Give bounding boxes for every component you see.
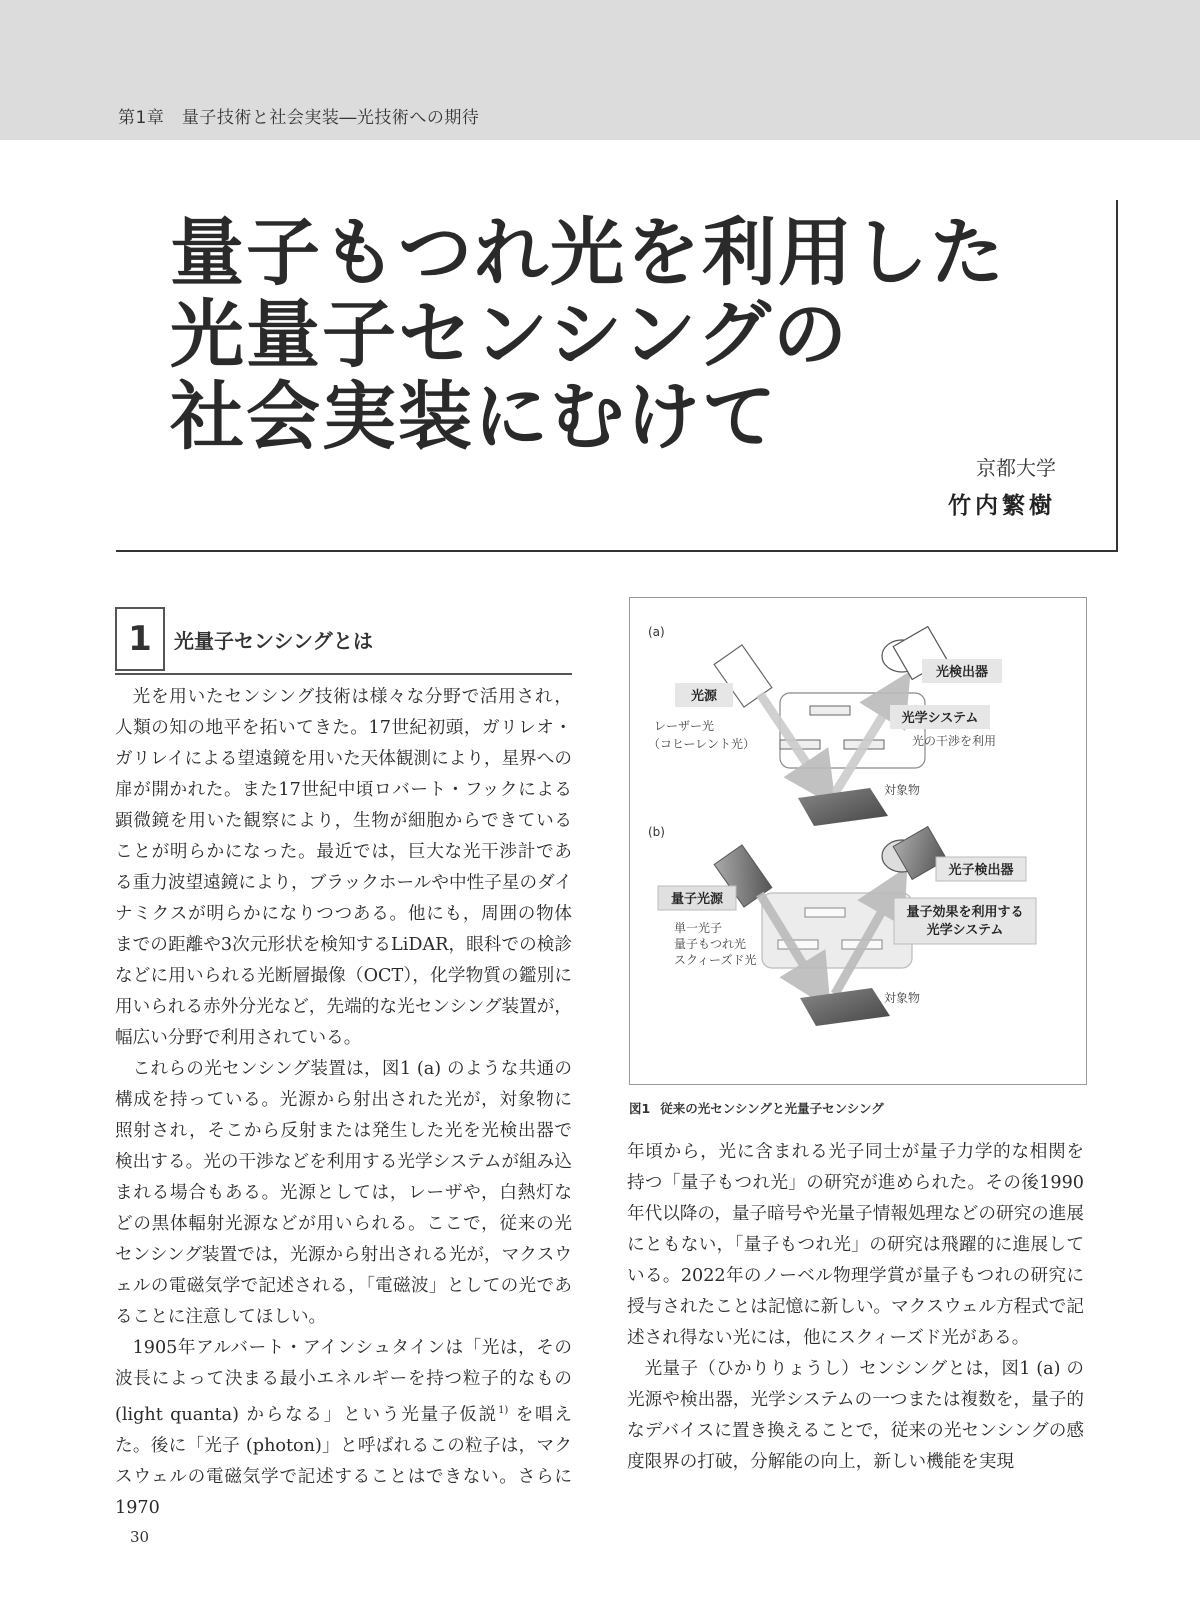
label-object: 対象物 — [884, 783, 921, 797]
mirror-icon — [810, 706, 850, 715]
footnote-ref: 1) — [498, 1405, 509, 1416]
author-name: 竹内繁樹 — [948, 493, 1056, 519]
paragraph: 光を用いたセンシング技術は様々な分野で活用され，人類の知の地平を拓いてきた。17世紀初頭，ガリレオ・ガリレイによる望遠鏡を用いた天体観測により，星界への扉が開かれた。また17世紀中頃ロバート・フックによる顕微鏡を用いた観察により，生物が細胞からできていることが明らかになった。最近では，巨大な光干渉計である重力波望遠鏡により，ブラックホールや中性子星のダイナミクスが明らかになりつつある。他にも，周囲の物体までの距離や3次元形状を検知するLiDAR，眼科での検診などに用いられる光断層撮像（OCT），化学物質の鑑別に用いられる赤外分光など，先端的な光センシング装置が，幅広い分野で利用されている。 — [115, 687, 572, 1048]
paragraph: 光量子（ひかりりょうし）センシングとは，図1 (a) の光源や検出器，光学システムの一つまたは複数を，量子的なデバイスに置き換えることで，従来の光センシングの感度限界の打破，分解能の向上，新しい機能を実現 — [627, 1359, 1084, 1472]
author-block — [948, 452, 1056, 520]
mirror-icon — [805, 908, 845, 917]
label-detector: 光検出器 — [935, 665, 989, 680]
panel-a-tag: (a) — [648, 625, 665, 639]
page-number: 30 — [130, 1528, 150, 1546]
label-quantum-source: 量子光源 — [670, 892, 724, 907]
label-source: 光源 — [690, 689, 718, 704]
figure-1 — [629, 597, 1087, 1085]
paragraph: これらの光センシング装置は，図1 (a) のような共通の構成を持っている。光源から射出された光が，対象物に照射され，そこから反射または発生した光を光検出器で検出する。光の干渉などを利用する光学システムが組み込まれる場合もある。光源としては，レーザや，白熱灯などの黒体輻射光源などが用いられる。ここで，従来の光センシング装置では，光源から射出される光が，マクスウェルの電磁気学で記述される，「電磁波」としての光であることに注意してほしい。 — [115, 1059, 572, 1327]
paragraph: 年頃から，光に含まれる光子同士が量子力学的な相関を持つ「量子もつれ光」の研究が進められた。その後1990年代以降の，量子暗号や光量子情報処理などの研究の進展にともない，「量子もつれ光」の研究は飛躍的に進展している。2022年のノーベル物理学賞が量子もつれの研究に授与されたことは記憶に新しい。マクスウェル方程式で記述され得ない光には，他にスクィーズド光がある。 — [627, 1142, 1084, 1348]
title-line: 光量子センシングの — [170, 292, 849, 378]
right-column — [627, 1137, 1084, 1478]
figure-number: 図1 — [629, 1101, 651, 1116]
label-source-desc: 量子もつれ光 — [674, 937, 747, 951]
paragraph-text: を唱えた。後に「光子 (photon)」と呼ばれるこの粒子は，マクスウェルの電磁気学で記述することはできない。さらに1970 — [115, 1404, 573, 1518]
title-line: 社会実装にむけて — [170, 374, 778, 460]
section-number: 1 — [115, 607, 165, 671]
label-object: 対象物 — [884, 991, 921, 1005]
affiliation: 京都大学 — [976, 456, 1056, 480]
label-photon-detector: 光子検出器 — [948, 863, 1014, 878]
label-optical-system: 光学システム — [901, 711, 979, 726]
object-icon — [800, 988, 890, 1026]
paragraph — [115, 1333, 572, 1524]
chapter-heading: 第1章 量子技術と社会実装―光技術への期待 — [118, 108, 480, 128]
label-source-desc: スクィーズド光 — [674, 953, 757, 967]
label-source-desc: 単一光子 — [674, 921, 723, 935]
figure-caption — [629, 1099, 884, 1117]
label-quantum-system: 光学システム — [926, 923, 1004, 938]
panel-b-tag: (b) — [648, 825, 665, 839]
title-line: 量子もつれ光を利用した — [170, 210, 1006, 296]
figure-caption-text: 従来の光センシングと光量子センシング — [660, 1101, 884, 1116]
section-heading — [115, 607, 572, 675]
article-title — [170, 212, 1006, 458]
title-block — [116, 200, 1118, 552]
beam-out — [835, 680, 905, 793]
section-title: 光量子センシングとは — [174, 629, 373, 653]
label-quantum-system: 量子効果を利用する — [906, 905, 1024, 920]
paragraph-text: 1905年アルバート・アインシュタインは「光は，その波長によって決まる最小エネルギーを持つ粒子的なもの (light quanta) からなる」という光量子仮説 — [115, 1338, 572, 1425]
object-icon — [798, 788, 888, 826]
figure-diagram — [630, 598, 1086, 1084]
label-source-desc: （コヒーレント光） — [648, 737, 755, 751]
label-system-desc: 光の干渉を利用 — [912, 734, 997, 748]
label-source-desc: レーザー光 — [654, 719, 715, 733]
left-column — [115, 682, 572, 1524]
